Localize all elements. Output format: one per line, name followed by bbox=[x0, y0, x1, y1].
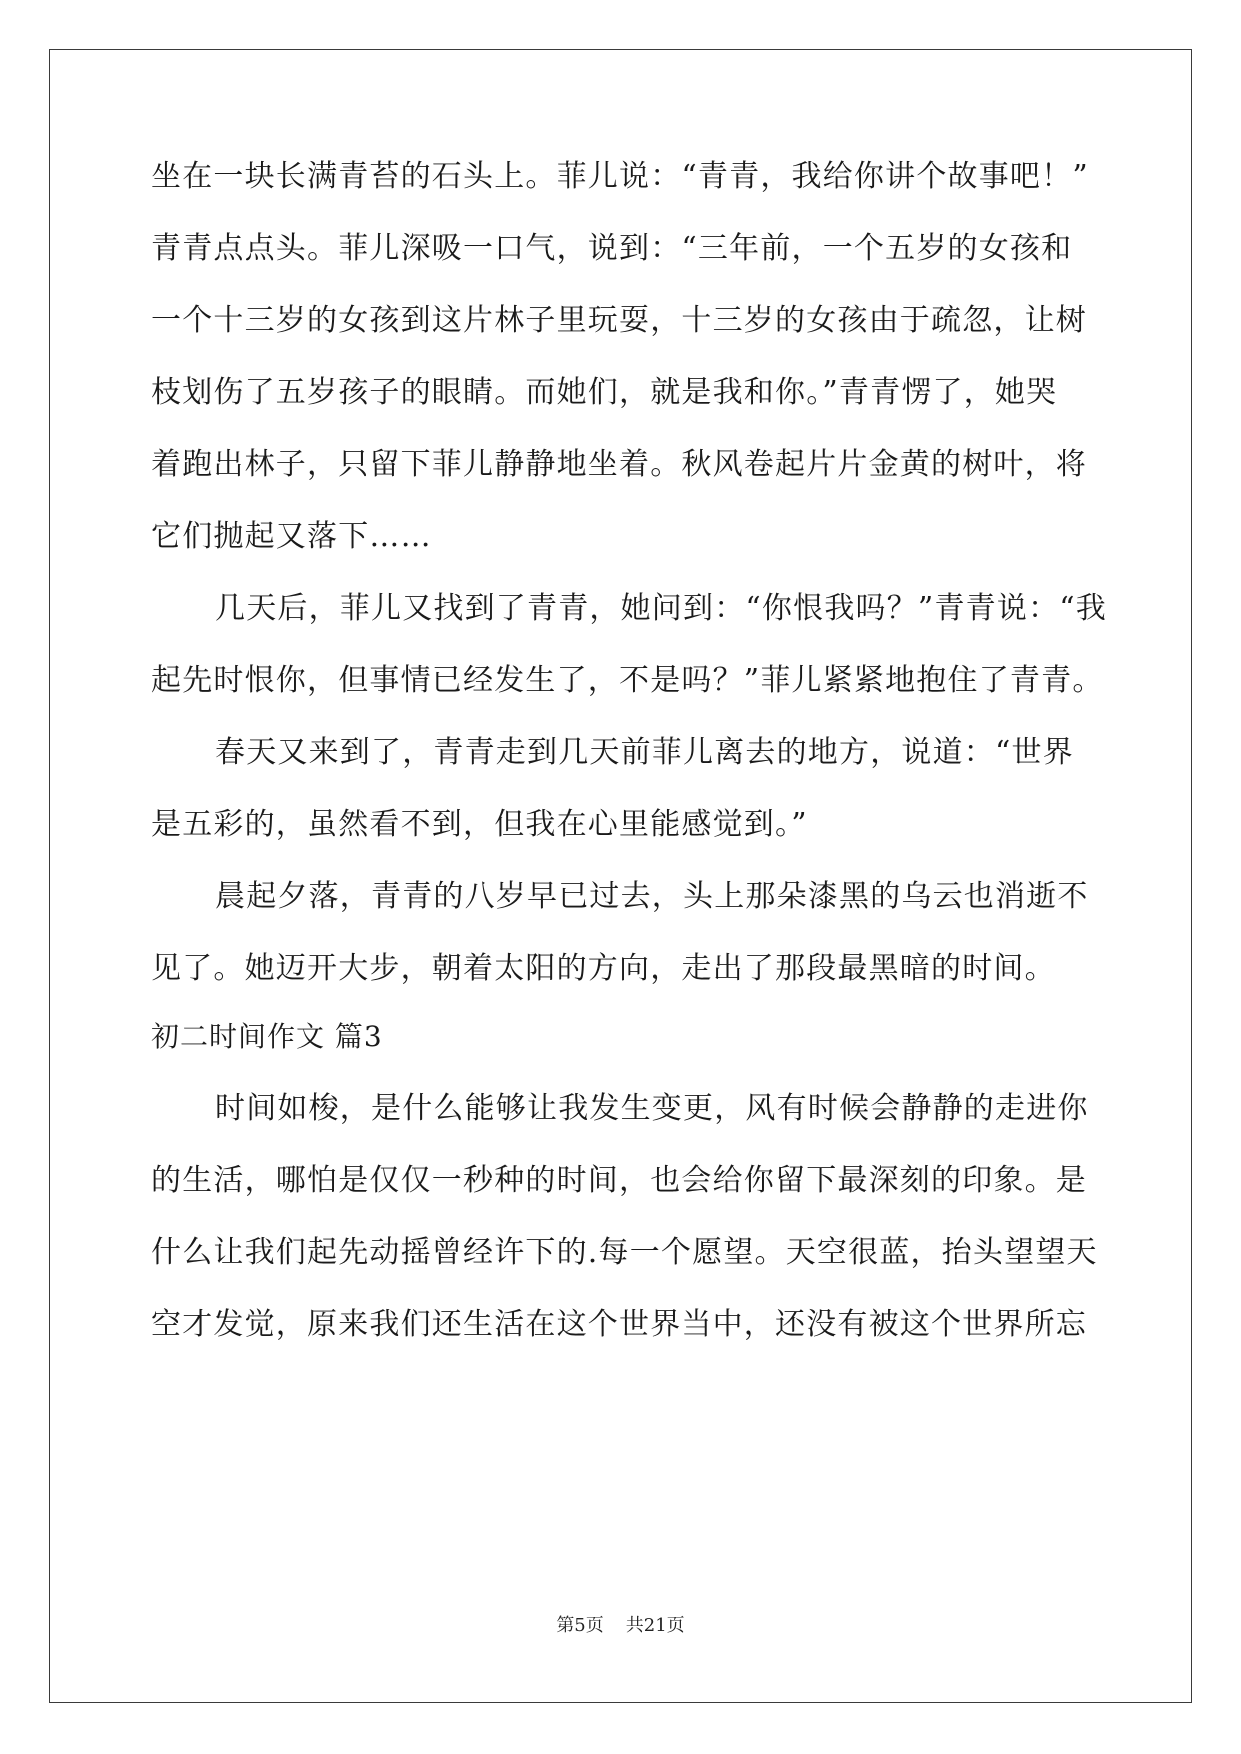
page-footer bbox=[0, 1614, 1241, 1638]
paragraph-line: 青青点点头。菲儿深吸一口气，说到：“三年前，一个五岁的女孩和 bbox=[151, 231, 1073, 266]
paragraph-line: 它们抛起又落下…… bbox=[151, 519, 432, 554]
page-border bbox=[49, 49, 1192, 1703]
paragraph-line: 几天后，菲儿又找到了青青，她问到：“你恨我吗？”青青说：“我 bbox=[215, 591, 1108, 626]
paragraph-line: 空才发觉，原来我们还生活在这个世界当中，还没有被这个世界所忘 bbox=[151, 1307, 1087, 1342]
paragraph-line: 时间如梭，是什么能够让我发生变更，风有时候会静静的走进你 bbox=[215, 1091, 1089, 1126]
paragraph-line: 起先时恨你，但事情已经发生了，不是吗？”菲儿紧紧地抱住了青青。 bbox=[151, 663, 1104, 698]
page-number: 第5页 bbox=[556, 1615, 604, 1636]
paragraph-line: 着跑出林子，只留下菲儿静静地坐着。秋风卷起片片金黄的树叶，将 bbox=[151, 447, 1087, 482]
paragraph-line: 什么让我们起先动摇曾经许下的.每一个愿望。天空很蓝，抬头望望天 bbox=[151, 1235, 1098, 1270]
paragraph-line: 春天又来到了，青青走到几天前菲儿离去的地方，说道：“世界 bbox=[215, 735, 1074, 770]
paragraph-line: 的生活，哪怕是仅仅一秒种的时间，也会给你留下最深刻的印象。是 bbox=[151, 1163, 1087, 1198]
paragraph-line: 是五彩的，虽然看不到，但我在心里能感觉到。” bbox=[151, 807, 808, 842]
paragraph-line: 坐在一块长满青苔的石头上。菲儿说：“青青，我给你讲个故事吧！” bbox=[151, 159, 1089, 194]
paragraph-line: 枝划伤了五岁孩子的眼睛。而她们，就是我和你。”青青愣了，她哭 bbox=[151, 375, 1058, 410]
section-heading: 初二时间作文 篇3 bbox=[151, 1020, 383, 1053]
paragraph-line: 见了。她迈开大步，朝着太阳的方向，走出了那段最黑暗的时间。 bbox=[151, 951, 1056, 986]
paragraph-line: 晨起夕落，青青的八岁早已过去，头上那朵漆黑的乌云也消逝不 bbox=[215, 879, 1089, 914]
paragraph-line: 一个十三岁的女孩到这片林子里玩耍，十三岁的女孩由于疏忽，让树 bbox=[151, 303, 1087, 338]
page-total: 共21页 bbox=[625, 1615, 685, 1636]
